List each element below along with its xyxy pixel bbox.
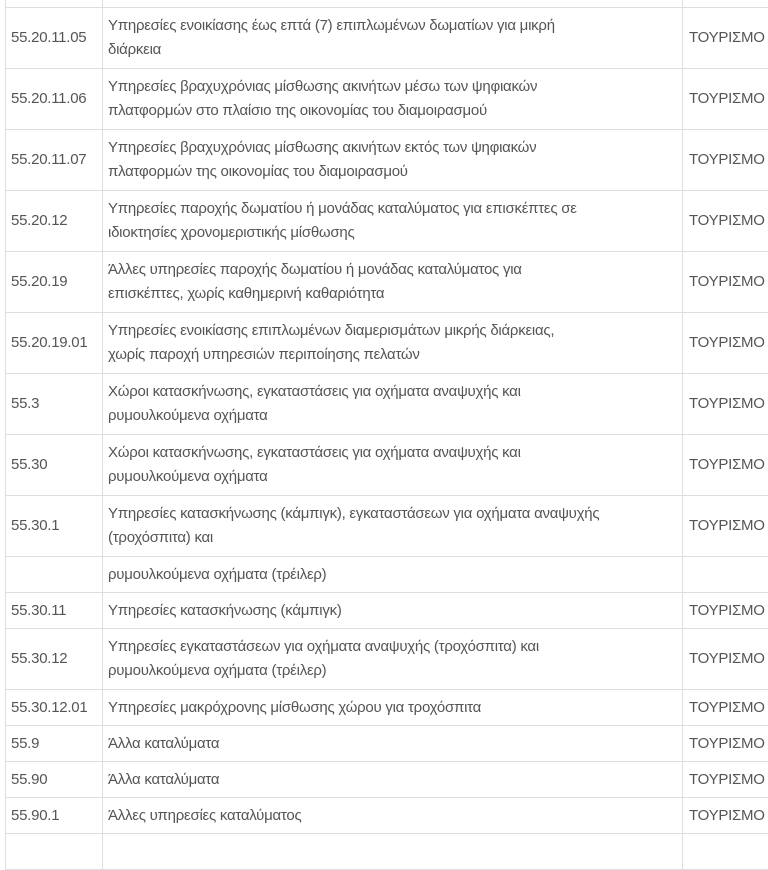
code-cell: 55.30.12.01 xyxy=(6,690,103,726)
category-cell: ΤΟΥΡΙΣΜΟ xyxy=(683,191,768,252)
activity-codes-table xyxy=(5,0,768,870)
description-cell xyxy=(103,798,683,834)
category-cell: ΤΟΥΡΙΣΜΟ xyxy=(683,252,768,313)
description-line: Υπηρεσίες εγκαταστάσεων για οχήματα αναψυχής (τροχόσπιτα) και xyxy=(108,635,682,659)
description-line: διάρκεια xyxy=(108,38,682,62)
table-row xyxy=(6,374,768,435)
description-line: Χώροι κατασκήνωσης, εγκαταστάσεις για οχήματα αναψυχής και xyxy=(108,380,682,404)
category-cell xyxy=(683,0,768,8)
category-cell xyxy=(683,834,768,870)
code-cell xyxy=(6,834,103,870)
description-line: Χώροι κατασκήνωσης, εγκαταστάσεις για οχήματα αναψυχής και xyxy=(108,441,682,465)
description-line: Υπηρεσίες κατασκήνωσης (κάμπιγκ), εγκαταστάσεων για οχήματα αναψυχής xyxy=(108,502,682,526)
table-row xyxy=(6,629,768,690)
code-cell xyxy=(6,0,103,8)
table-row xyxy=(6,69,768,130)
code-cell: 55.90.1 xyxy=(6,798,103,834)
code-cell: 55.30.11 xyxy=(6,593,103,629)
description-line: ρυμουλκούμενα οχήματα (τρέιλερ) xyxy=(108,563,682,587)
description-line: ρυμουλκούμενα οχήματα (τρέιλερ) xyxy=(108,659,682,683)
code-cell: 55.30.1 xyxy=(6,496,103,557)
code-cell: 55.30 xyxy=(6,435,103,496)
description-line: Υπηρεσίες μακρόχρονης μίσθωσης χώρου για τροχόσπιτα xyxy=(108,696,682,720)
category-cell: ΤΟΥΡΙΣΜΟ xyxy=(683,435,768,496)
table-row xyxy=(6,557,768,593)
code-cell: 55.20.19 xyxy=(6,252,103,313)
description-line: (τροχόσπιτα) και xyxy=(108,526,682,550)
category-cell: ΤΟΥΡΙΣΜΟ xyxy=(683,8,768,69)
description-line: ιδιοκτησίες χρονομεριστικής μίσθωσης xyxy=(108,221,682,245)
category-cell: ΤΟΥΡΙΣΜΟ xyxy=(683,690,768,726)
description-cell xyxy=(103,690,683,726)
code-cell: 55.20.11.07 xyxy=(6,130,103,191)
category-cell: ΤΟΥΡΙΣΜΟ xyxy=(683,374,768,435)
table-body xyxy=(6,0,768,870)
table-row xyxy=(6,593,768,629)
table-row xyxy=(6,690,768,726)
category-cell: ΤΟΥΡΙΣΜΟ xyxy=(683,798,768,834)
description-cell xyxy=(103,8,683,69)
description-line: επισκέπτες, χωρίς καθημερινή καθαριότητα xyxy=(108,282,682,306)
description-cell xyxy=(103,435,683,496)
table-row xyxy=(6,798,768,834)
description-line: Υπηρεσίες ενοικίασης έως επτά (7) επιπλωμένων δωματίων για μικρή xyxy=(108,14,682,38)
description-line: Άλλες υπηρεσίες παροχής δωματίου ή μονάδας καταλύματος για xyxy=(108,258,682,282)
table-row xyxy=(6,252,768,313)
description-cell xyxy=(103,252,683,313)
description-cell xyxy=(103,313,683,374)
table-row xyxy=(6,762,768,798)
table-row xyxy=(6,435,768,496)
description-line: πλατφορμών της οικονομίας του διαμοιρασμού xyxy=(108,160,682,184)
code-cell: 55.9 xyxy=(6,726,103,762)
description-line: Υπηρεσίες κατασκήνωσης (κάμπιγκ) xyxy=(108,599,682,623)
description-cell xyxy=(103,557,683,593)
category-cell xyxy=(683,557,768,593)
description-cell xyxy=(103,834,683,870)
description-cell xyxy=(103,69,683,130)
category-cell: ΤΟΥΡΙΣΜΟ xyxy=(683,313,768,374)
description-line: Άλλα καταλύματα xyxy=(108,732,682,756)
category-cell: ΤΟΥΡΙΣΜΟ xyxy=(683,762,768,798)
description-line: Υπηρεσίες ενοικίασης επιπλωμένων διαμερισμάτων μικρής διάρκειας, xyxy=(108,319,682,343)
code-cell: 55.20.11.06 xyxy=(6,69,103,130)
category-cell: ΤΟΥΡΙΣΜΟ xyxy=(683,726,768,762)
table-row xyxy=(6,0,768,8)
category-cell: ΤΟΥΡΙΣΜΟ xyxy=(683,69,768,130)
table-row xyxy=(6,496,768,557)
description-cell xyxy=(103,374,683,435)
description-line: Υπηρεσίες βραχυχρόνιας μίσθωσης ακινήτων εκτός των ψηφιακών xyxy=(108,136,682,160)
description-cell xyxy=(103,496,683,557)
table-row xyxy=(6,313,768,374)
description-cell xyxy=(103,0,683,8)
code-cell xyxy=(6,557,103,593)
category-cell: ΤΟΥΡΙΣΜΟ xyxy=(683,496,768,557)
description-line: Υπηρεσίες βραχυχρόνιας μίσθωσης ακινήτων μέσω των ψηφιακών xyxy=(108,75,682,99)
code-cell: 55.30.12 xyxy=(6,629,103,690)
description-cell xyxy=(103,130,683,191)
table-row xyxy=(6,130,768,191)
category-cell: ΤΟΥΡΙΣΜΟ xyxy=(683,593,768,629)
code-cell: 55.3 xyxy=(6,374,103,435)
description-line: χωρίς παροχή υπηρεσιών περιποίησης πελατών xyxy=(108,343,682,367)
description-line: ρυμουλκούμενα οχήματα xyxy=(108,404,682,428)
category-cell: ΤΟΥΡΙΣΜΟ xyxy=(683,130,768,191)
description-cell xyxy=(103,629,683,690)
description-line: Άλλα καταλύματα xyxy=(108,768,682,792)
description-line: Άλλες υπηρεσίες καταλύματος xyxy=(108,804,682,828)
code-cell: 55.90 xyxy=(6,762,103,798)
description-cell xyxy=(103,726,683,762)
category-cell: ΤΟΥΡΙΣΜΟ xyxy=(683,629,768,690)
code-cell: 55.20.19.01 xyxy=(6,313,103,374)
table-row xyxy=(6,191,768,252)
description-cell xyxy=(103,762,683,798)
description-cell xyxy=(103,191,683,252)
table-row xyxy=(6,8,768,69)
description-line: πλατφορμών στο πλαίσιο της οικονομίας του διαμοιρασμού xyxy=(108,99,682,123)
code-cell: 55.20.11.05 xyxy=(6,8,103,69)
table-row xyxy=(6,834,768,870)
description-cell xyxy=(103,593,683,629)
table-row xyxy=(6,726,768,762)
description-line: Υπηρεσίες παροχής δωματίου ή μονάδας καταλύματος για επισκέπτες σε xyxy=(108,197,682,221)
description-line: ρυμουλκούμενα οχήματα xyxy=(108,465,682,489)
code-cell: 55.20.12 xyxy=(6,191,103,252)
